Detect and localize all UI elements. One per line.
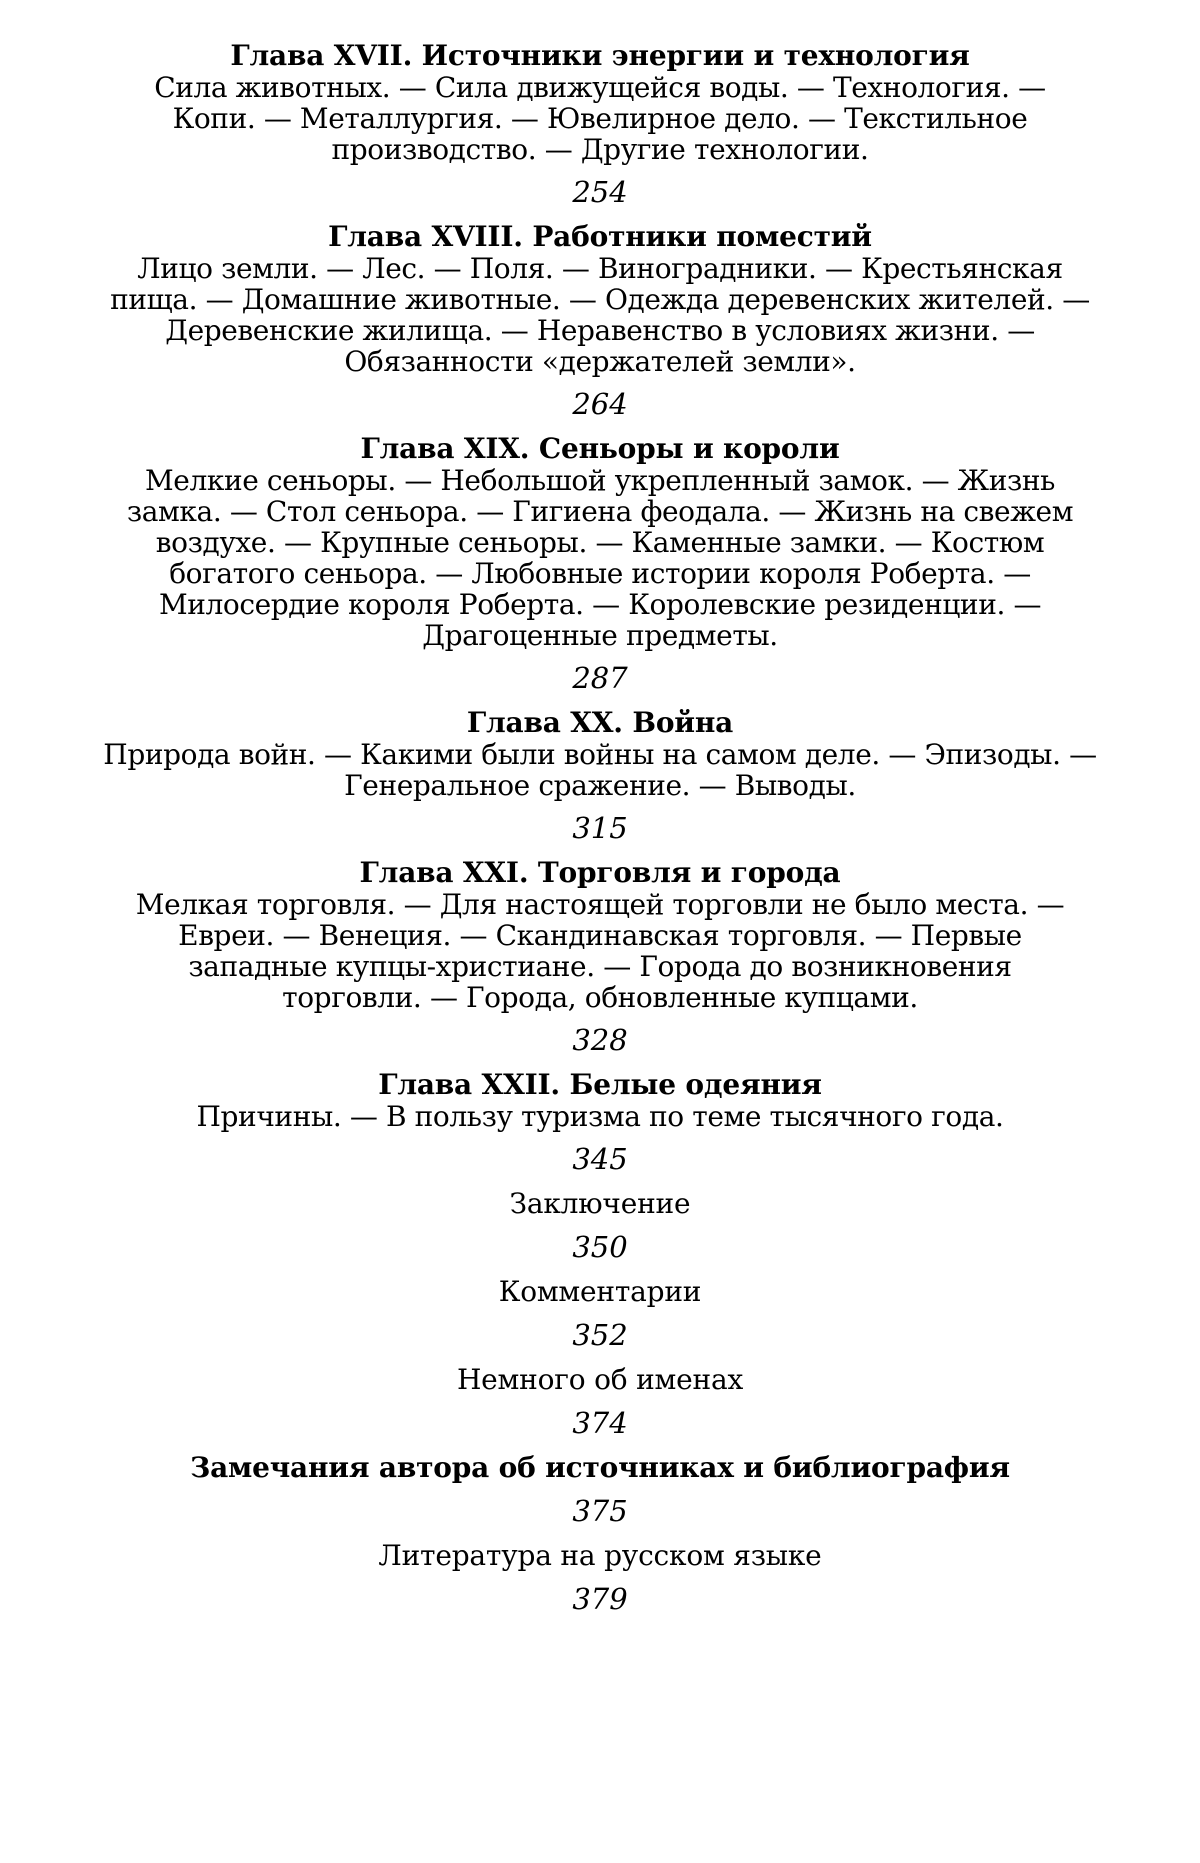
section-title: Комментарии [498,1275,702,1308]
chapter-summary-line: пища. — Домашние животные. — Одежда деревенских жителей. — [110,283,1090,316]
chapter-summary-line: Причины. — В пользу туризма по теме тысячного года. [196,1100,1004,1133]
page-number: 374 [572,1406,628,1440]
section-title: Заключение [509,1187,691,1220]
chapter-title: Глава XXI. Торговля и города [359,856,841,889]
toc-entry-chapter-17 [70,40,1130,209]
chapter-summary-line: производство. — Другие технологии. [331,133,869,166]
toc-entry-conclusion [70,1188,1130,1264]
toc-entry-chapter-22 [70,1069,1130,1176]
chapter-summary-line: Деревенские жилища. — Неравенство в условиях жизни. — [165,314,1035,347]
page-number: 328 [572,1023,628,1057]
toc-entry-names [70,1364,1130,1440]
chapter-summary-line: Сила животных. — Сила движущейся воды. — Технология. — [154,71,1046,104]
page-number: 375 [572,1494,628,1528]
page-number: 350 [572,1230,628,1264]
page-number: 264 [572,387,628,421]
chapter-title: Глава XXII. Белые одеяния [378,1068,822,1101]
chapter-summary-line: Мелкие сеньоры. — Небольшой укрепленный замок. — Жизнь [145,464,1055,497]
chapter-summary-line: Драгоценные предметы. [422,619,778,652]
chapter-summary-line: воздухе. — Крупные сеньоры. — Каменные замки. — Костюм [155,526,1045,559]
page-number: 315 [572,811,628,845]
chapter-summary-line: замка. — Стол сеньора. — Гигиена феодала. — Жизнь на свежем [126,495,1074,528]
toc-entry-chapter-20 [70,707,1130,845]
chapter-summary-line: Милосердие короля Роберта. — Королевские резиденции. — [158,588,1042,621]
chapter-summary-line: богатого сеньора. — Любовные истории короля Роберта. — [169,557,1031,590]
page-number: 254 [572,175,628,209]
chapter-title: Глава XVIII. Работники поместий [328,220,872,253]
chapter-summary-line: Мелкая торговля. — Для настоящей торговли не было места. — [135,888,1065,921]
toc-entry-author-notes [70,1452,1130,1528]
toc-entry-chapter-19 [70,433,1130,695]
chapter-title: Глава XVII. Источники энергии и технология [230,39,970,72]
section-title: Замечания автора об источниках и библиография [190,1451,1010,1484]
chapter-summary-line: торговли. — Города, обновленные купцами. [282,981,918,1014]
page-number: 345 [572,1142,628,1176]
chapter-summary-line: Лицо земли. — Лес. — Поля. — Виноградники. — Крестьянская [137,252,1063,285]
chapter-summary-line: западные купцы-христиане. — Города до возникновения [188,950,1012,983]
chapter-title: Глава XIX. Сеньоры и короли [360,432,840,465]
page-number: 287 [572,661,628,695]
toc-entry-chapter-21 [70,857,1130,1057]
toc-entry-commentary [70,1276,1130,1352]
chapter-summary-line: Генеральное сражение. — Выводы. [344,769,856,802]
toc-entry-chapter-18 [70,221,1130,421]
chapter-summary-line: Обязанности «держателей земли». [344,345,856,378]
toc-entry-russian-literature [70,1540,1130,1616]
chapter-summary-line: Евреи. — Венеция. — Скандинавская торговля. — Первые [178,919,1022,952]
section-title: Литература на русском языке [378,1539,822,1572]
chapter-summary-line: Копи. — Металлургия. — Ювелирное дело. — Текстильное [172,102,1028,135]
table-of-contents [70,40,1130,1628]
page-number: 352 [572,1318,628,1352]
page-number: 379 [572,1582,628,1616]
section-title: Немного об именах [456,1363,744,1396]
chapter-summary-line: Природа войн. — Какими были войны на самом деле. — Эпизоды. — [103,738,1097,771]
chapter-title: Глава XX. Война [466,706,734,739]
